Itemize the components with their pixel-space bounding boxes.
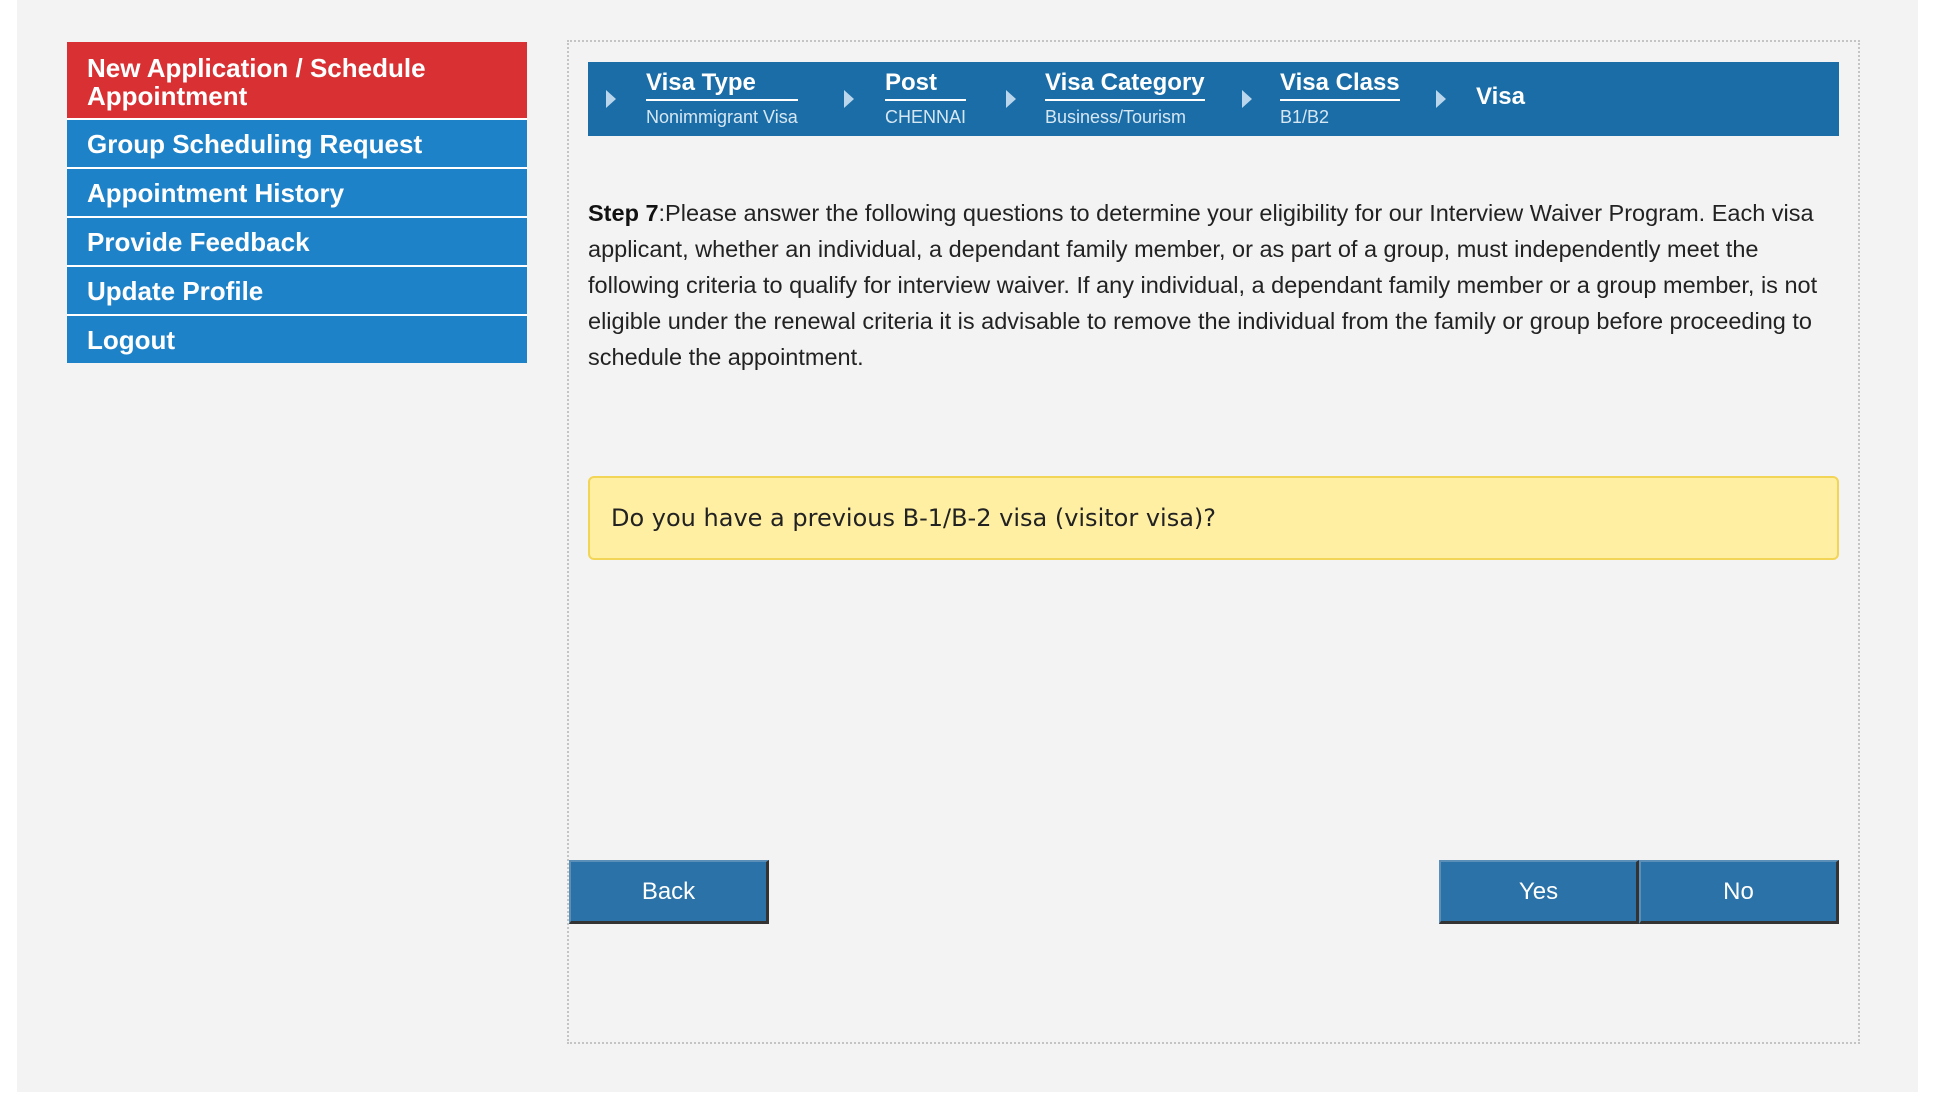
chevron-right-icon — [606, 90, 616, 108]
breadcrumb-step-label: Post — [885, 68, 966, 101]
breadcrumb-step-visa: Visa — [1476, 83, 1525, 110]
breadcrumb-step-post[interactable] — [885, 68, 966, 128]
breadcrumb-step-value: Nonimmigrant Visa — [646, 107, 798, 127]
breadcrumb-step-value: CHENNAI — [885, 107, 967, 127]
sidebar-item-label: New Application / Schedule Appointment — [87, 53, 426, 111]
breadcrumb-step-visa-type[interactable] — [646, 68, 798, 128]
question-box — [588, 476, 1839, 560]
yes-button[interactable]: Yes — [1439, 860, 1639, 924]
chevron-right-icon — [1436, 90, 1446, 108]
sidebar-item-appointment-history[interactable] — [67, 169, 527, 218]
step-label: Step 7 — [588, 200, 659, 226]
sidebar-item-provide-feedback[interactable] — [67, 218, 527, 267]
breadcrumb-step-value: B1/B2 — [1280, 107, 1330, 127]
breadcrumb — [588, 62, 1839, 136]
breadcrumb-step-label: Visa Type — [646, 68, 798, 101]
sidebar-item-label: Update Profile — [87, 276, 264, 306]
sidebar-item-group-scheduling[interactable] — [67, 120, 527, 169]
chevron-right-icon — [1006, 90, 1016, 108]
sidebar-item-label: Appointment History — [87, 178, 345, 208]
question-text: Do you have a previous B-1/B-2 visa (visitor visa)? — [611, 504, 1217, 532]
sidebar-item-label: Group Scheduling Request — [87, 129, 423, 159]
breadcrumb-step-label: Visa Class — [1280, 68, 1400, 101]
step-instructions — [588, 195, 1843, 375]
chevron-right-icon — [1242, 90, 1252, 108]
chevron-right-icon — [844, 90, 854, 108]
breadcrumb-step-visa-category[interactable] — [1045, 68, 1205, 128]
sidebar-item-update-profile[interactable] — [67, 267, 527, 316]
back-button[interactable]: Back — [569, 860, 769, 924]
sidebar-nav — [67, 42, 527, 363]
sidebar-item-logout[interactable] — [67, 316, 527, 363]
no-button[interactable]: No — [1639, 860, 1839, 924]
scrollbar-track[interactable] — [1918, 0, 1938, 1099]
sidebar-item-label: Provide Feedback — [87, 227, 310, 257]
step-description: :Please answer the following questions to determine your eligibility for our Interview Waiver Program. Each visa applicant, whether an individual, a dependant family member, or as part of a group, must independently meet the following criteria to qualify for interview waiver. If any individual, a dependant family member or a group member, is not eligible under the renewal criteria it is advisable to remove the individual from the family or group before proceeding to schedule the appointment. — [588, 200, 1818, 370]
breadcrumb-step-value: Business/Tourism — [1045, 107, 1187, 127]
breadcrumb-step-label: Visa Category — [1045, 68, 1205, 101]
sidebar-item-new-application[interactable] — [67, 42, 527, 120]
sidebar-item-label: Logout — [87, 325, 176, 355]
breadcrumb-step-visa-class[interactable] — [1280, 68, 1400, 128]
